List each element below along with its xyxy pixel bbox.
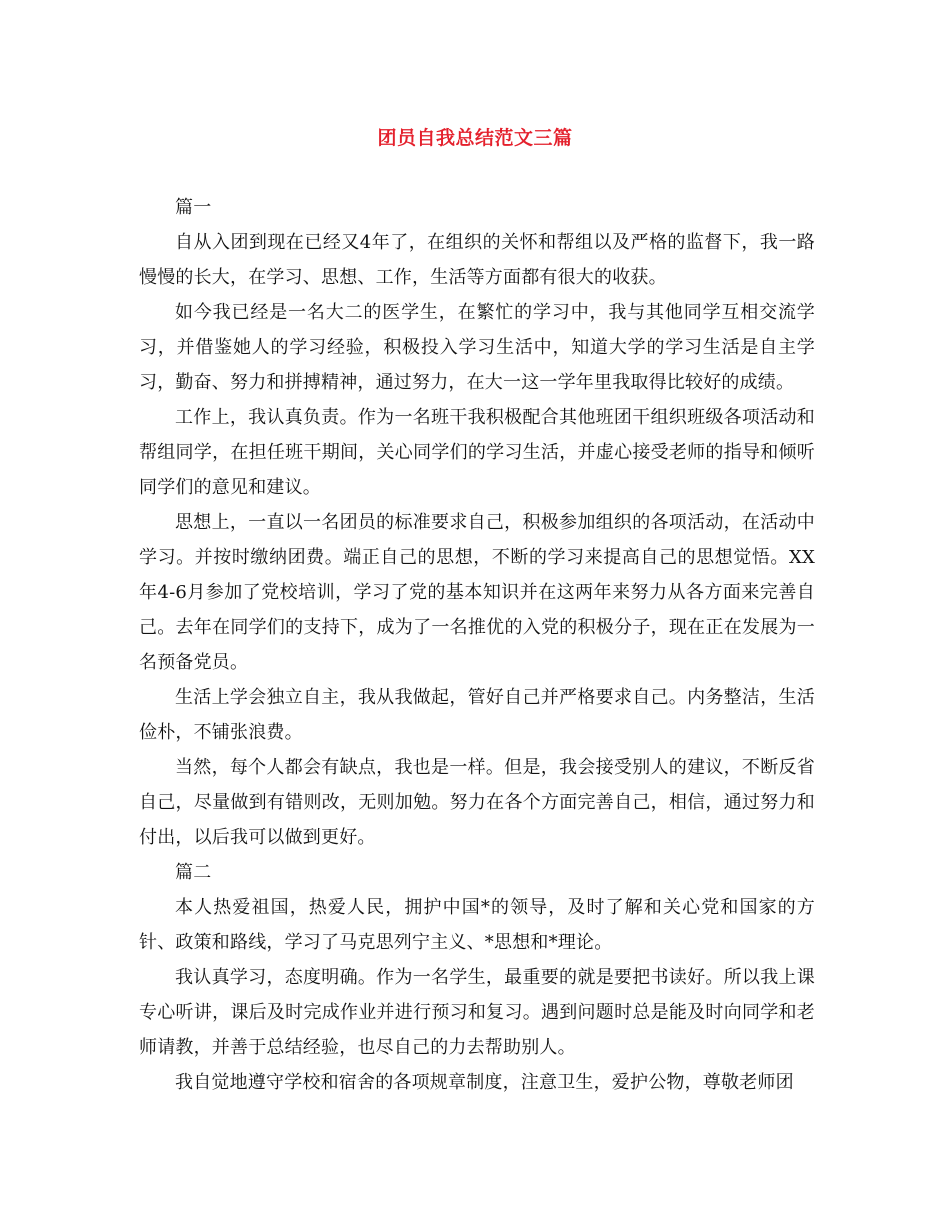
paragraph: 当然，每个人都会有缺点，我也是一样。但是，我会接受别人的建议，不断反省自己，尽量做到有错则改，无则加勉。努力在各个方面完善自己，相信，通过努力和付出，以后我可以做到更好。	[139, 757, 815, 848]
paragraph: 生活上学会独立自主，我从我做起，管好自己并严格要求自己。内务整洁，生活俭朴，不铺张浪费。	[139, 687, 815, 743]
paragraph: 我认真学习，态度明确。作为一名学生，最重要的就是要把书读好。所以我上课专心听讲，课后及时完成作业并进行预习和复习。遇到问题时总是能及时向同学和老师请教，并善于总结经验，也尽自己的力去帮助别人。	[139, 967, 815, 1058]
paragraph: 自从入团到现在已经又4年了，在组织的关怀和帮组以及严格的监督下，我一路慢慢的长大，在学习、思想、工作，生活等方面都有很大的收获。	[139, 232, 815, 288]
document-body	[139, 190, 815, 1100]
paragraph: 我自觉地遵守学校和宿舍的各项规章制度，注意卫生，爱护公物，尊敬老师团	[175, 1072, 794, 1093]
paragraph: 工作上，我认真负责。作为一名班干我积极配合其他班团干组织班级各项活动和帮组同学，在担任班干期间，关心同学们的学习生活，并虚心接受老师的指导和倾听同学们的意见和建议。	[139, 407, 815, 498]
paragraph: 本人热爱祖国，热爱人民，拥护中国*的领导，及时了解和关心党和国家的方针、政策和路线，学习了马克思列宁主义、*思想和*理论。	[139, 897, 815, 953]
section-heading-2: 篇二	[175, 862, 212, 883]
paragraph: 思想上，一直以一名团员的标准要求自己，积极参加组织的各项活动，在活动中学习。并按时缴纳团费。端正自己的思想，不断的学习来提高自己的思想觉悟。XX年4-6月参加了党校培训，学习了党的基本知识并在这两年来努力从各方面来完善自己。去年在同学们的支持下，成为了一名推优的入党的积极分子，现在正在发展为一名预备党员。	[139, 512, 815, 673]
document-title: 团员自我总结范文三篇	[377, 127, 573, 149]
section-heading-1: 篇一	[175, 197, 212, 218]
paragraph: 如今我已经是一名大二的医学生，在繁忙的学习中，我与其他同学互相交流学习，并借鉴她人的学习经验，积极投入学习生活中，知道大学的学习生活是自主学习，勤奋、努力和拼搏精神，通过努力，在大一这一学年里我取得比较好的成绩。	[139, 302, 815, 393]
